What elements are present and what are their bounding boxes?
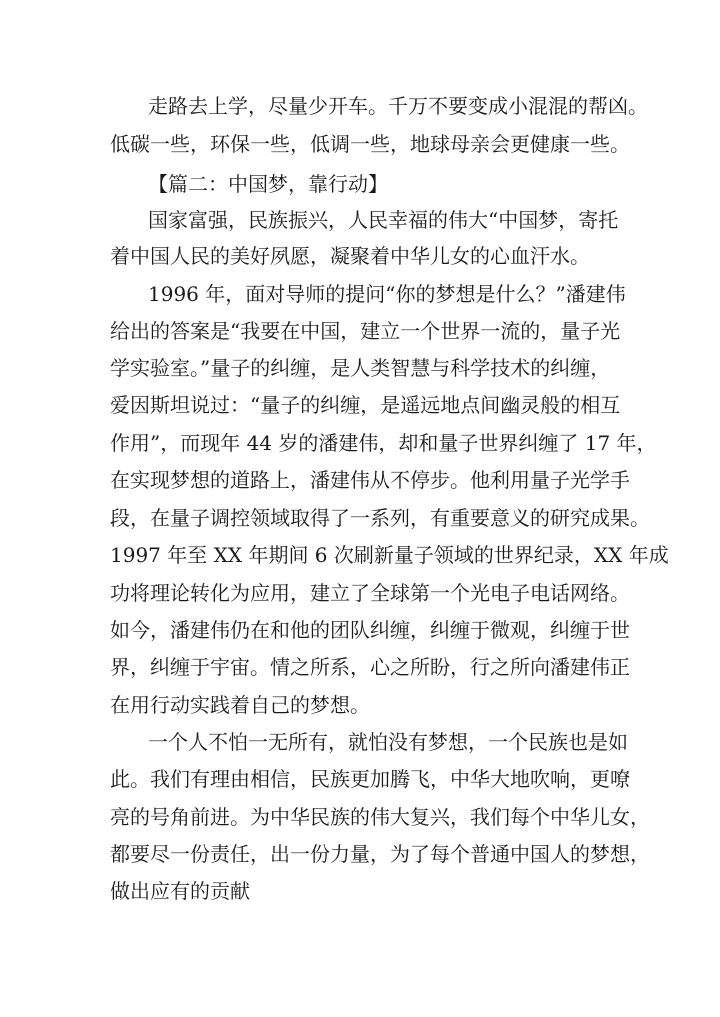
text-line: 低碳一些，环保一些，低调一些，地球母亲会更健康一些。 [110, 132, 630, 156]
text-line: 做出应有的贡献 [110, 879, 250, 903]
text-line: 爱因斯坦说过：“量子的纠缠，是遥远地点间幽灵般的相互 [110, 393, 621, 417]
text-line: 1996 年，面对导师的提问“你的梦想是什么？”潘建伟 [148, 282, 626, 306]
text-line: 在实现梦想的道路上，潘建伟从不停步。他利用量子光学手 [110, 468, 630, 492]
text-line: 作用”，而现年 44 岁的潘建伟，却和量子世界纠缠了 17 年， [110, 431, 657, 455]
text-line: 亮的号角前进。为中华民族的伟大复兴，我们每个中华儿女， [110, 805, 650, 829]
section-heading: 【篇二：中国梦，靠行动】 [148, 172, 388, 196]
text-line: 一个人不怕一无所有，就怕没有梦想，一个民族也是如 [148, 730, 628, 754]
text-line: 给出的答案是“我要在中国，建立一个世界一流的，量子光 [110, 319, 621, 343]
text-line: 在用行动实践着自己的梦想。 [110, 693, 370, 717]
text-line: 走路去上学，尽量少开车。千万不要变成小混混的帮凶。 [148, 94, 648, 118]
text-line: 国家富强，民族振兴，人民幸福的伟大“中国梦，寄托 [148, 208, 619, 232]
text-line: 都要尽一份责任，出一份力量，为了每个普通中国人的梦想， [110, 842, 650, 866]
text-line: 此。我们有理由相信，民族更加腾飞，中华大地吹响，更嘹 [110, 767, 630, 791]
text-line: 段，在量子调控领域取得了一系列，有重要意义的研究成果。 [110, 506, 650, 530]
text-line: 界，纠缠于宇宙。情之所系，心之所盼，行之所向潘建伟正 [110, 655, 630, 679]
text-line: 学实验室。”量子的纠缠，是人类智慧与科学技术的纠缠， [110, 356, 611, 380]
text-line: 1997 年至 XX 年期间 6 次刷新量子领域的世界纪录，XX 年成 [110, 543, 669, 567]
text-line: 着中国人民的美好夙愿，凝聚着中华儿女的心血汗水。 [110, 244, 590, 268]
text-line: 功将理论转化为应用，建立了全球第一个光电子电话网络。 [110, 581, 630, 605]
text-line: 如今，潘建伟仍在和他的团队纠缠，纠缠于微观，纠缠于世 [110, 618, 630, 642]
